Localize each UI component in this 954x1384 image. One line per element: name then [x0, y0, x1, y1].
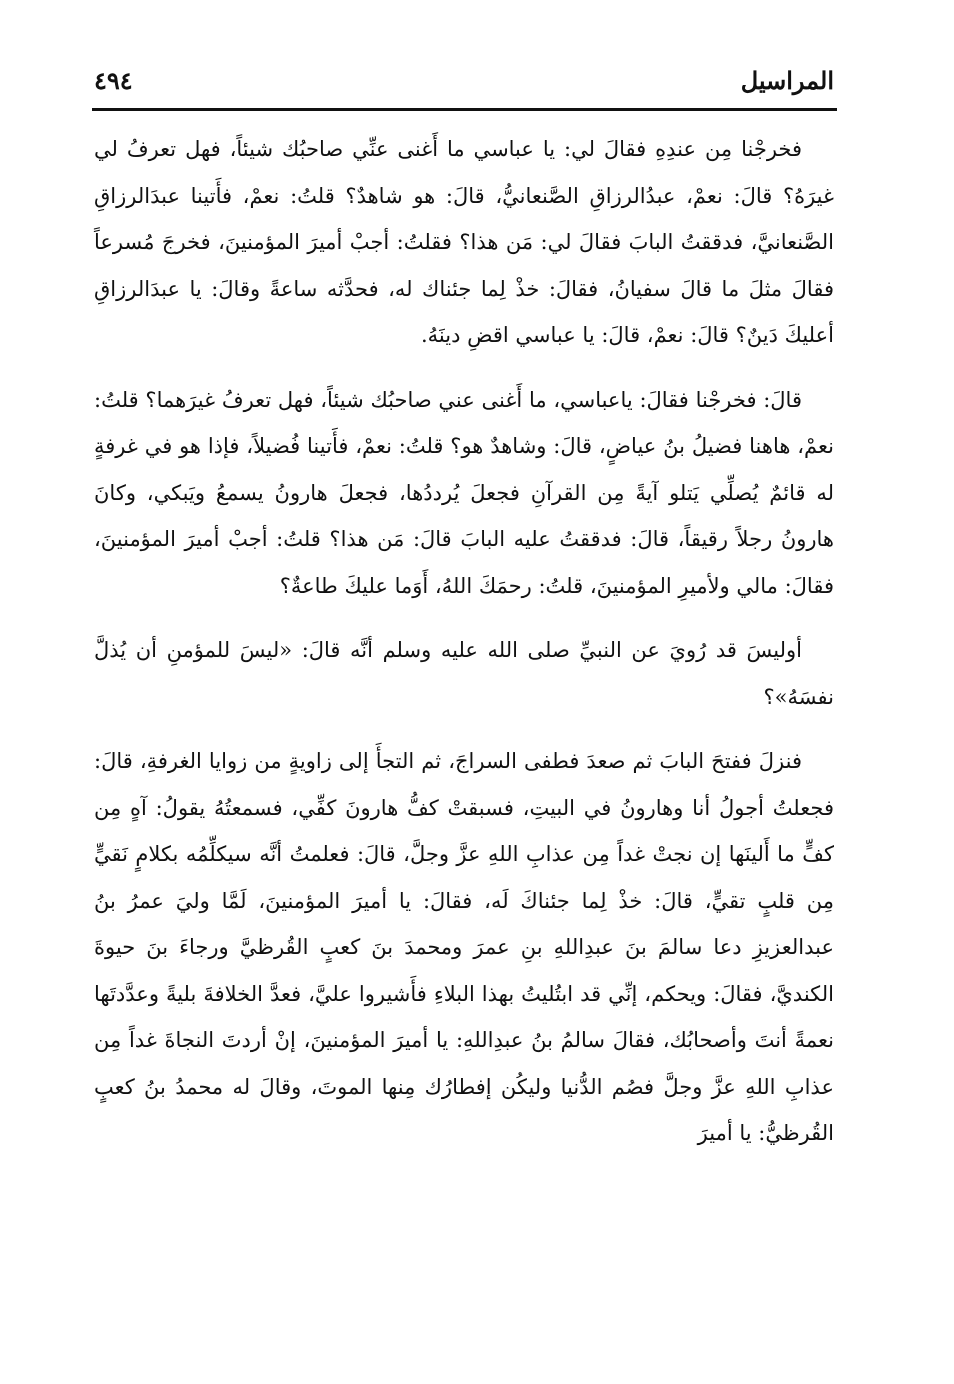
paragraph: أوليسَ قد رُويَ عن النبيِّ صلى الله عليه وسلم أنَّه قالَ: «ليسَ للمؤمنِ أن يُذلَّ نفسَهُ»؟: [94, 638, 834, 709]
running-header: [94, 66, 834, 106]
running-title: المراسيل: [740, 66, 834, 95]
main-text: [94, 126, 834, 1167]
paragraph: فنزلَ ففتحَ البابَ ثم صعدَ فطفى السراجَ، ثم التجأَ إلى زاويةٍ من زوايا الغرفةِ، قالَ: فجعلتُ أجولُ أنا وهارونُ في البيتِ، فسبقتْ كفُّ هارونَ كفِّي، فسمعتُهُ يقولُ: آهٍ مِن كفٍّ ما أَلينَها إن نجتْ غداً مِن عذابِ اللهِ عزَّ وجلَّ، قالَ: فعلمتُ أنَّه سيكلِّمُه بكلامٍ نَقيٍّ مِن قلبٍ تقيٍّ، قالَ: خذْ لِما جئناكَ لَه، فقالَ: يا أميرَ المؤمنينَ، لَمَّا وليَ عمرُ بنُ عبدالعزيزِ دعا سالمَ بنَ عبدِاللهِ بنِ عمرَ ومحمدَ بنَ كعبٍ القُرظيَّ ورجاءَ بنَ حيوةَ الكنديَّ، فقالَ: ويحكم، إنِّي قد ابتُليتُ بهذا البلاءِ فأَشيروا عليَّ، فعدَّ الخلافةَ بليةً وعدَّدتَها نعمةً أنتَ وأصحابُك، فقالَ سالمُ بنُ عبدِاللهِ: يا أميرَ المؤمنينَ، إنْ أردتَ النجاةَ غداً مِن عذابِ اللهِ عزَّ وجلَّ فصُم الدُّنيا وليكُن إفطارُك مِنها الموتَ، وقالَ له محمدُ بنُ كعبٍ القُرظيُّ: يا أميرَ: [94, 749, 834, 1145]
header-divider: [92, 108, 837, 111]
paragraph: قالَ: فخرجْنا فقالَ: ياعباسي، ما أَغنى عني صاحبُك شيئاً، فهل تعرفُ غيرَهما؟ قلتُ: نعمْ، هاهنا فضيلُ بنُ عياضٍ، قالَ: وشاهدٌ هو؟ قلتُ: نعمْ، فأَتينا فُضيلاً، فإذا هو في غرفةٍ له قائمٌ يُصلِّي يَتلو آيةً مِن القرآنِ فجعلَ يُرددُها، فجعلَ هارونُ يسمعُ ويَبكي، وكانَ هارونُ رجلاً رقيقاً، قالَ: فدققتُ عليه البابَ قالَ: مَن هذا؟ قلتُ: أجبْ أميرَ المؤمنينَ، فقالَ: مالي ولأميرِ المؤمنينَ، قلتُ: رحمَكَ اللهُ، أَوَما عليكَ طاعةٌ؟: [94, 387, 834, 598]
paragraph: فخرجْنا مِن عندِهِ فقالَ لي: يا عباسي ما أَغنى عنِّي صاحبُك شيئاً، فهل تعرفُ لي غيرَهُ؟ قالَ: نعمْ، عبدُالرزاقِ الصَّنعانيُّ، قالَ: هو شاهدٌ؟ قلتُ: نعمْ، فأَتينا عبدَالرزاقِ الصَّنعانيَّ، فدققتُ البابَ فقالَ لي: مَن هذا؟ فقلتُ: أجبْ أميرَ المؤمنينَ، فخرجَ مُسرعاً فقالَ مثلَ ما قالَ سفيانُ، فقالَ: خذْ لِما جئناك له، فحدَّثه ساعةً وقالَ: يا عبدَالرزاقِ أعليكَ دَينٌ؟ قالَ: نعمْ، قالَ: يا عباسي اقضِ دينَهُ.: [94, 137, 834, 347]
page-number: ٤٩٤: [94, 66, 133, 95]
